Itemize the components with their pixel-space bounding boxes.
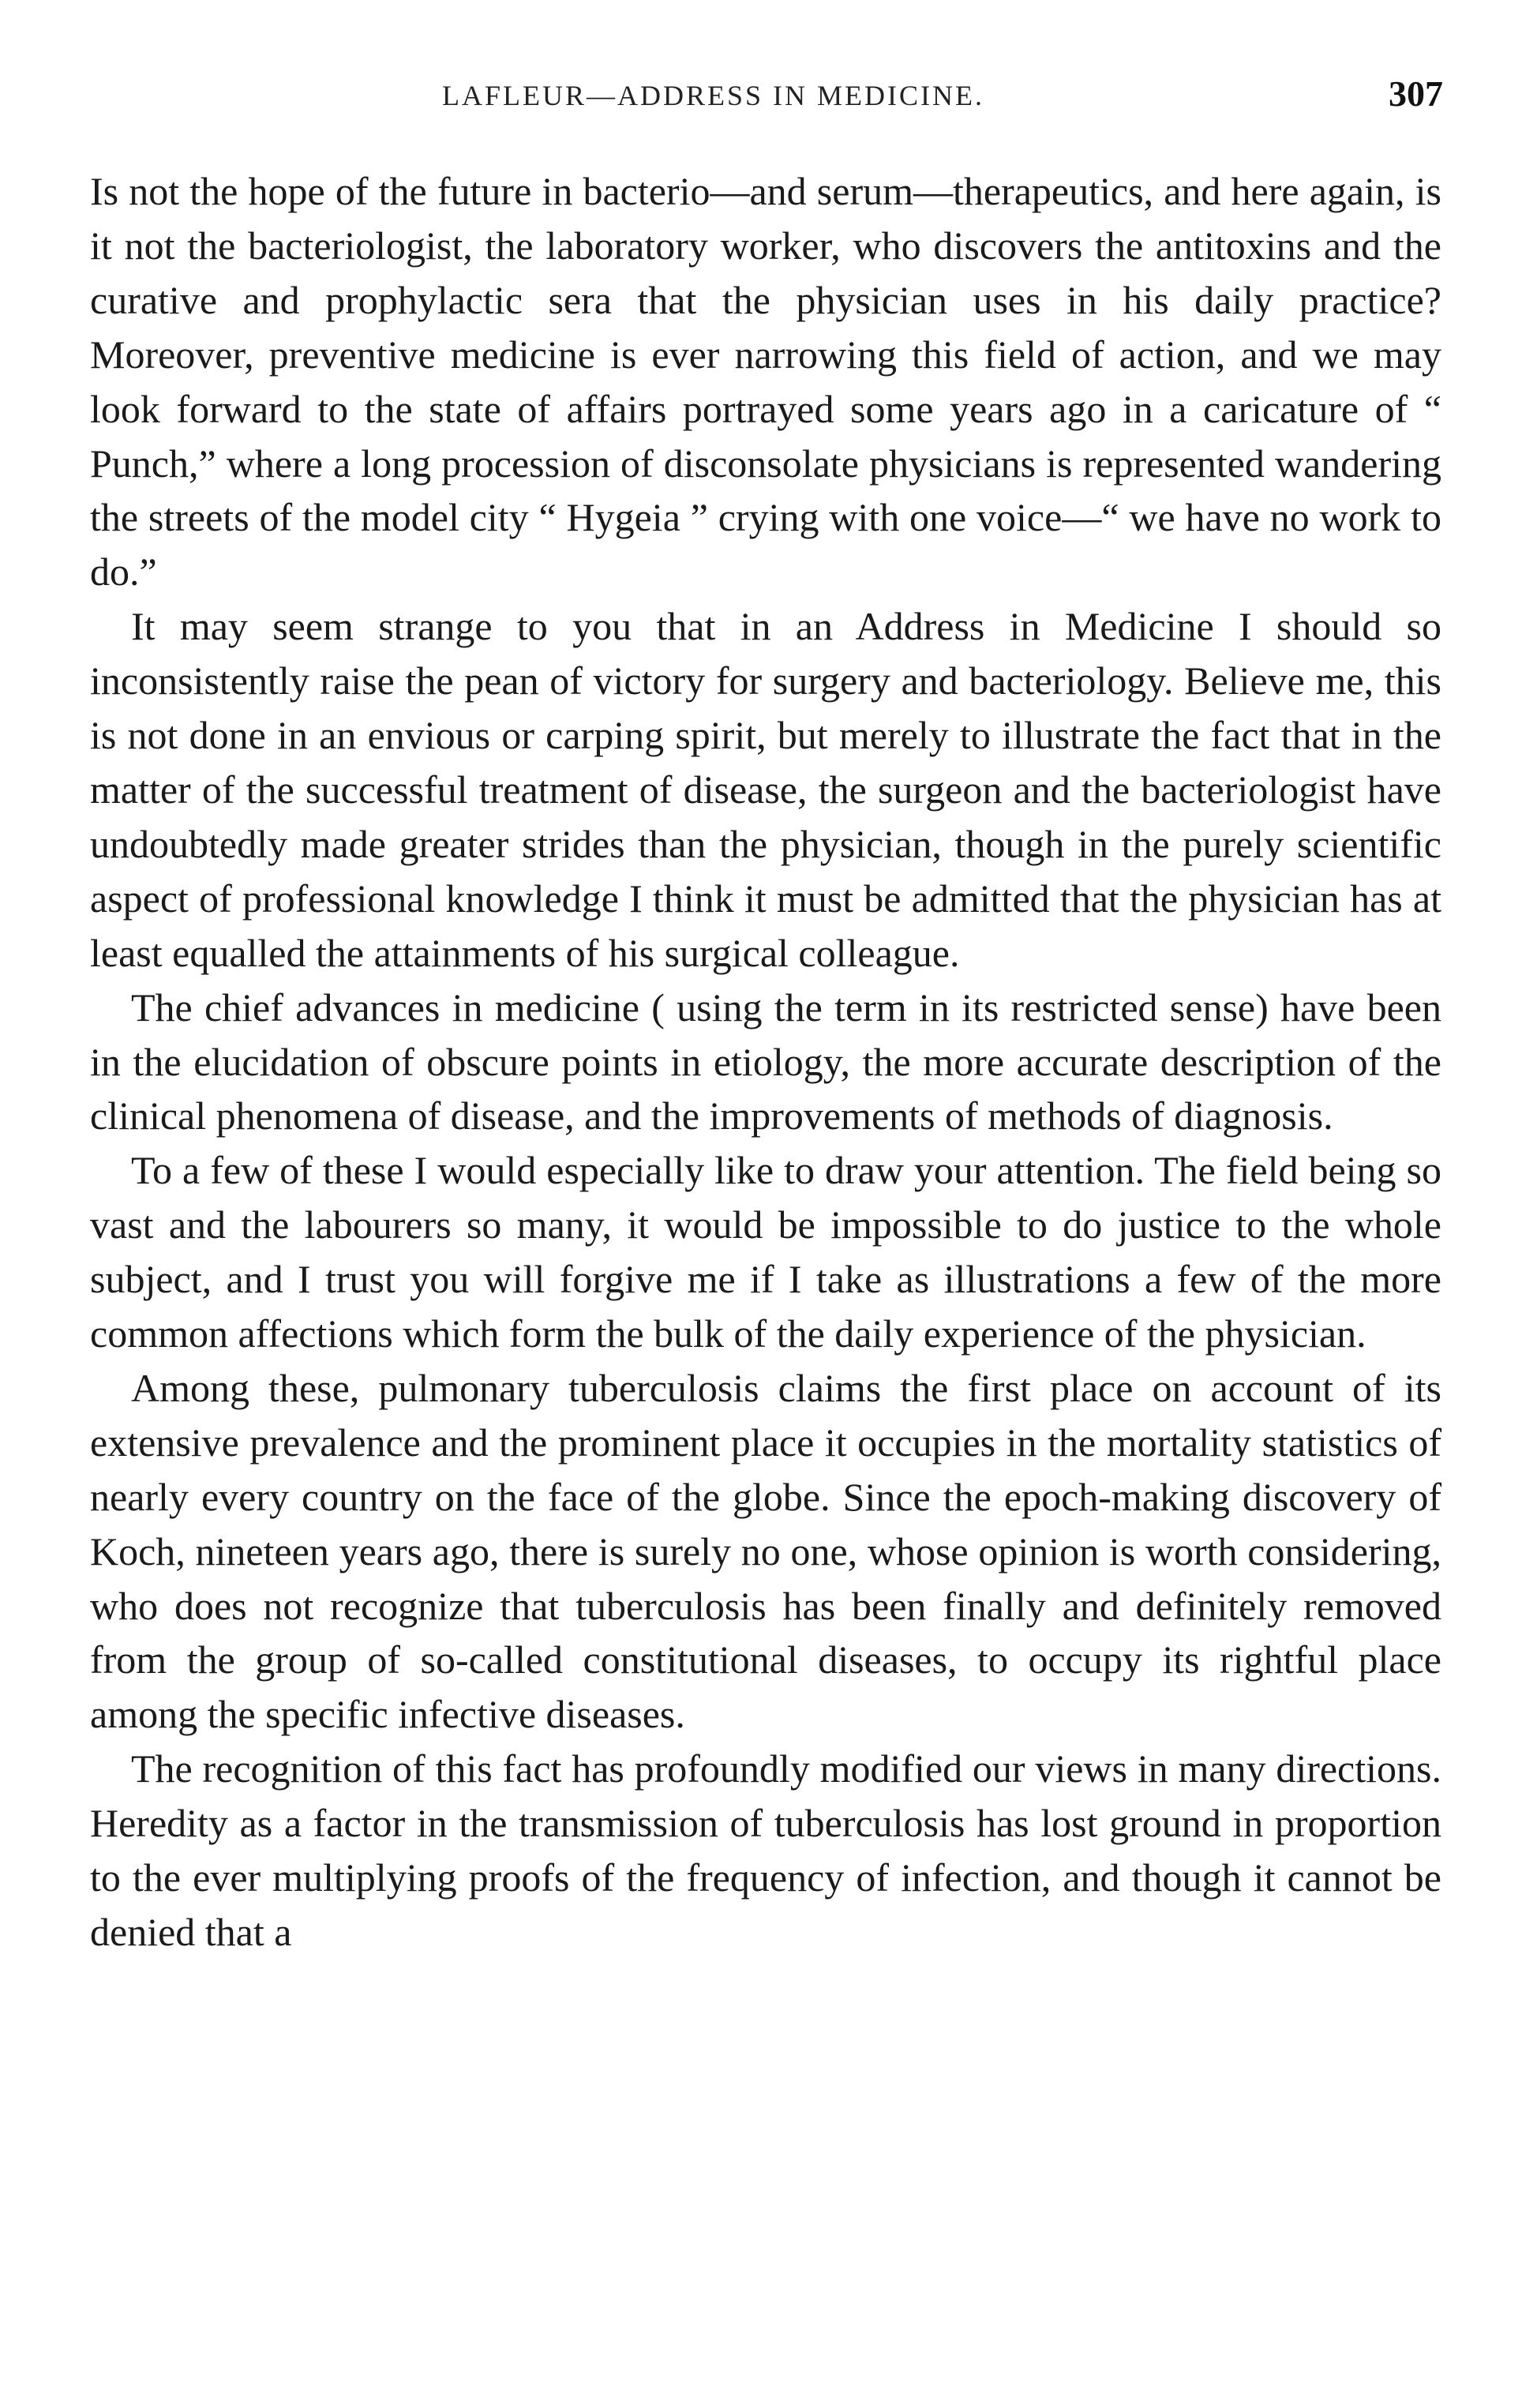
running-title: LAFLEUR—ADDRESS IN MEDICINE. (442, 80, 984, 111)
paragraph-3: The chief advances in medicine ( using the term in its restricted sense) have been in the elucidation of obscure points in etiology, the more accurate description of the clinical phenomena of disease, and the improvements of methods of diagnosis. (90, 985, 1441, 1138)
paragraph-2: It may seem strange to you that in an Address in Medicine I should so inconsistently raise the pean of victory for surgery and bacteriology. Believe me, this is not done in an envious or carping spirit, but merely to illustrate the fact that in the matter of the successful treatment of disease, the surgeon and the bacteriologist have undoubtedly made greater strides than the physician, though in the purely scientific aspect of professional knowledge I think it must be admitted that the physician has at least equalled the attainments of his surgical colleague. (90, 604, 1441, 975)
page-number: 307 (1389, 73, 1443, 114)
body-text (90, 164, 1441, 1960)
paragraph-1: Is not the hope of the future in bacterio—and serum—therapeutics, and here again, is it not the bacteriologist, the laboratory worker, who discovers the antitoxins and the curative and prophylactic sera that the physician uses in his daily practice? Moreover, preventive medicine is ever narrowing this field of action, and we may look forward to the state of affairs portrayed some years ago in a caricature of “ Punch,” where a long procession of disconsolate physicians is represented wandering the streets of the model city “ Hygeia ” crying with one voice—“ we have no work to do.” (90, 169, 1441, 594)
paragraph-6: The recognition of this fact has profoundly modified our views in many directions. Heredity as a factor in the transmission of tuberculosis has lost ground in proportion to the ever multiplying proofs of the frequency of infection, and though it cannot be denied that a (90, 1746, 1441, 1954)
paragraph-5: Among these, pulmonary tuberculosis claims the first place on account of its extensive prevalence and the prominent place it occupies in the mortality statistics of nearly every country on the face of the globe. Since the epoch-making discovery of Koch, nineteen years ago, there is surely no one, whose opinion is worth considering, who does not recognize that tuberculosis has been finally and definitely removed from the group of so-called constitutional diseases, to occupy its rightful place among the specific infective diseases. (90, 1365, 1441, 1737)
paragraph-4: To a few of these I would especially like to draw your attention. The field being so vast and the labourers so many, it would be impossible to do justice to the whole subject, and I trust you will forgive me if I take as illustrations a few of the more common affections which form the bulk of the daily experience of the physician. (90, 1148, 1441, 1356)
